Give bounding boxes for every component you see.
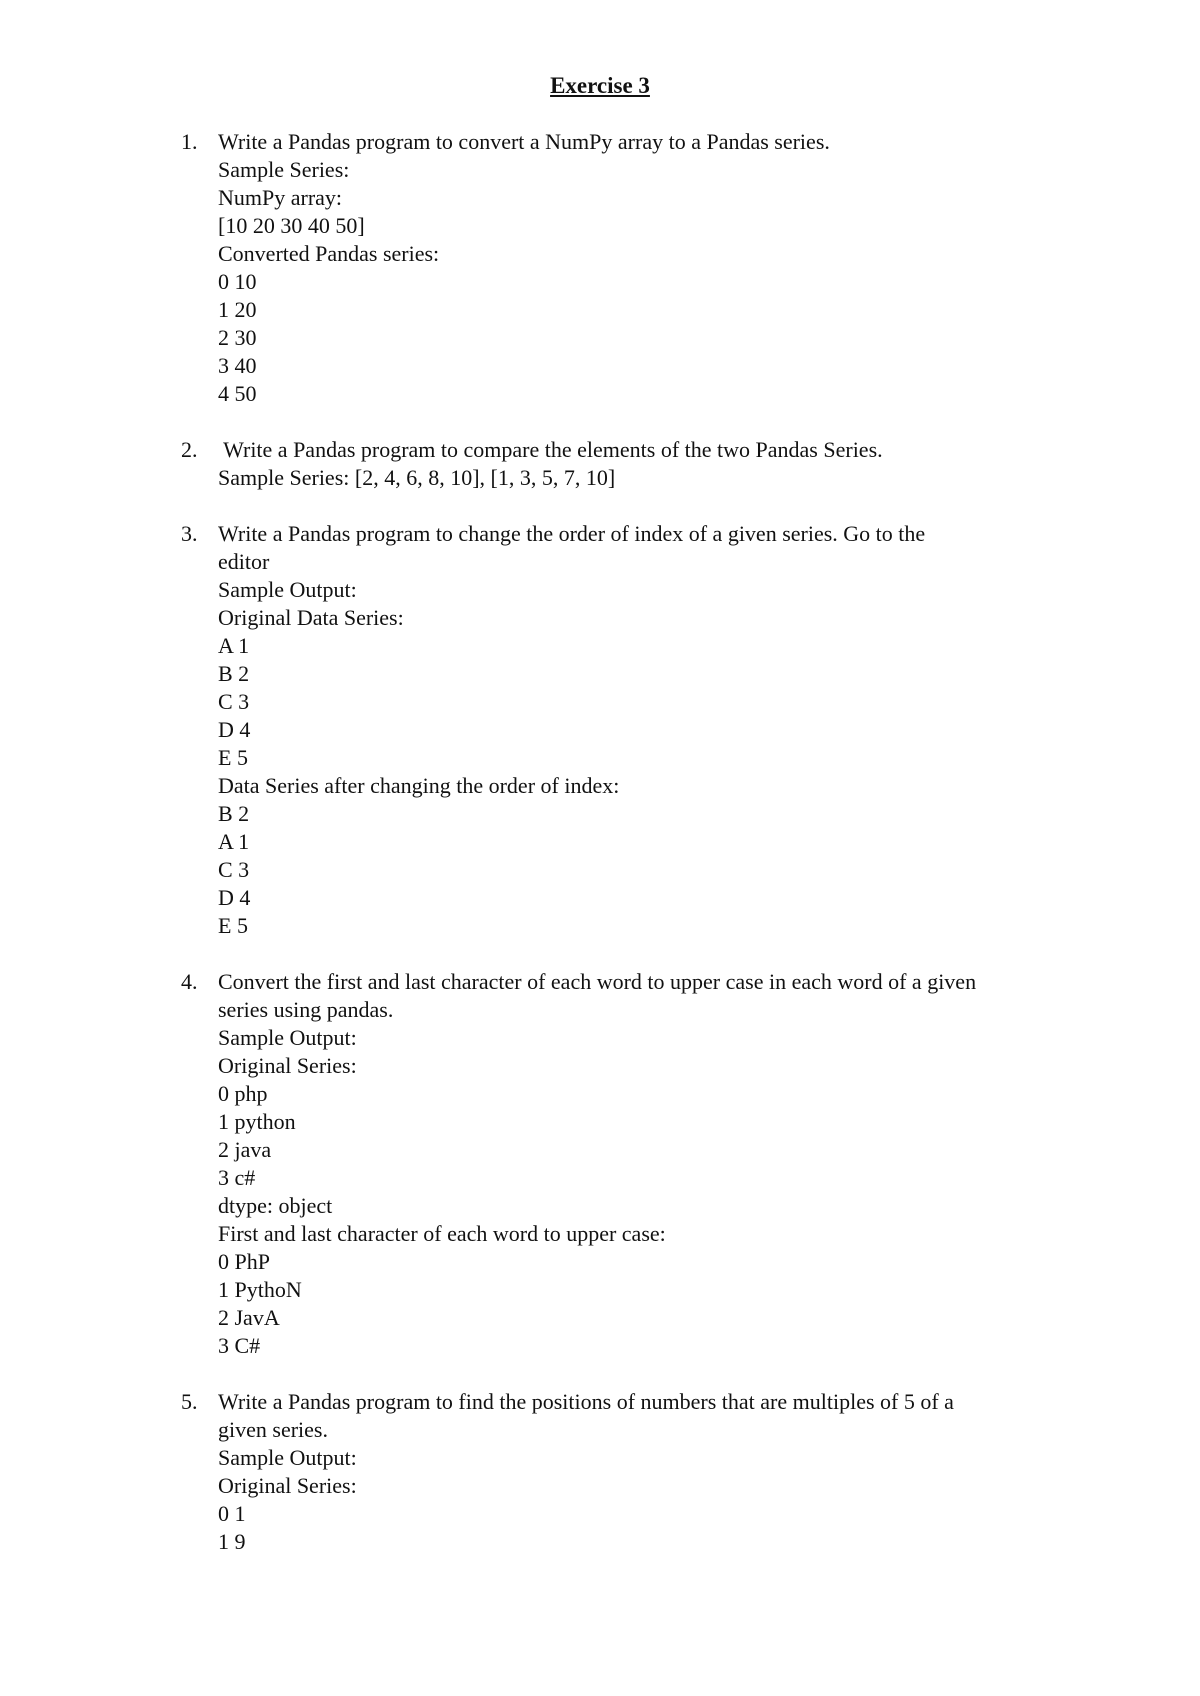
exercise-line: Original Series: [218, 1473, 357, 1498]
exercise-line: C 3 [218, 857, 250, 882]
exercise-number: 5. [181, 1389, 198, 1414]
exercise-line: series using pandas. [218, 997, 394, 1022]
exercise-line: First and last character of each word to upper case: [218, 1221, 666, 1246]
exercise-line: 1 9 [218, 1529, 246, 1554]
exercise-line: Sample Series: [218, 157, 350, 182]
exercise-line: 0 php [218, 1081, 268, 1106]
exercise-line: 3 C# [218, 1333, 261, 1358]
exercise-line: Convert the first and last character of each word to upper case in each word of a given [218, 969, 977, 994]
exercise-line: Write a Pandas program to change the order of index of a given series. Go to the [218, 521, 926, 546]
exercise-line: 3 40 [218, 353, 257, 378]
exercise-line: Original Series: [218, 1053, 357, 1078]
exercise-line: 1 python [218, 1109, 296, 1134]
exercise-line: B 2 [218, 801, 250, 826]
exercise-line: A 1 [218, 829, 250, 854]
exercise-body [218, 520, 1068, 940]
exercise-number: 3. [181, 521, 198, 546]
exercise-number: 1. [181, 129, 198, 154]
exercise-body [218, 436, 1068, 492]
exercise-line: D 4 [218, 717, 251, 742]
exercise-line: 4 50 [218, 381, 257, 406]
exercise-line: dtype: object [218, 1193, 333, 1218]
exercise-line: B 2 [218, 661, 250, 686]
exercise-line: Original Data Series: [218, 605, 404, 630]
exercise-line: Sample Output: [218, 577, 357, 602]
exercise-line: C 3 [218, 689, 250, 714]
exercise-line: NumPy array: [218, 185, 343, 210]
exercise-line: 2 30 [218, 325, 257, 350]
exercise-number: 2. [181, 437, 198, 462]
exercise-body [218, 1388, 1068, 1556]
exercise-line: Sample Output: [218, 1445, 357, 1470]
exercise-line: 1 PythoN [218, 1277, 302, 1302]
exercise-line: Data Series after changing the order of index: [218, 773, 620, 798]
exercise-line: editor [218, 549, 270, 574]
exercise-line: Write a Pandas program to compare the elements of the two Pandas Series. [218, 437, 883, 462]
exercise-line: 1 20 [218, 297, 257, 322]
exercise-line: Write a Pandas program to find the positions of numbers that are multiples of 5 of a [218, 1389, 954, 1414]
exercise-line: Sample Series: [2, 4, 6, 8, 10], [1, 3, 5, 7, 10] [218, 465, 616, 490]
exercise-line: 3 c# [218, 1165, 256, 1190]
document-title: Exercise 3 [550, 73, 650, 98]
exercise-body [218, 128, 1068, 408]
exercise-line: A 1 [218, 633, 250, 658]
exercise-line: 2 java [218, 1137, 272, 1162]
exercise-line: Converted Pandas series: [218, 241, 440, 266]
exercise-line: given series. [218, 1417, 328, 1442]
exercise-line: [10 20 30 40 50] [218, 213, 365, 238]
exercise-line: Sample Output: [218, 1025, 357, 1050]
exercise-line: 2 JavA [218, 1305, 280, 1330]
exercise-number: 4. [181, 969, 198, 994]
exercise-line: E 5 [218, 913, 248, 938]
exercise-line: 0 PhP [218, 1249, 270, 1274]
exercise-line: 0 10 [218, 269, 257, 294]
exercise-line: 0 1 [218, 1501, 246, 1526]
exercise-body [218, 968, 1068, 1360]
exercise-line: Write a Pandas program to convert a NumPy array to a Pandas series. [218, 129, 830, 154]
exercise-line: D 4 [218, 885, 251, 910]
exercise-line: E 5 [218, 745, 248, 770]
